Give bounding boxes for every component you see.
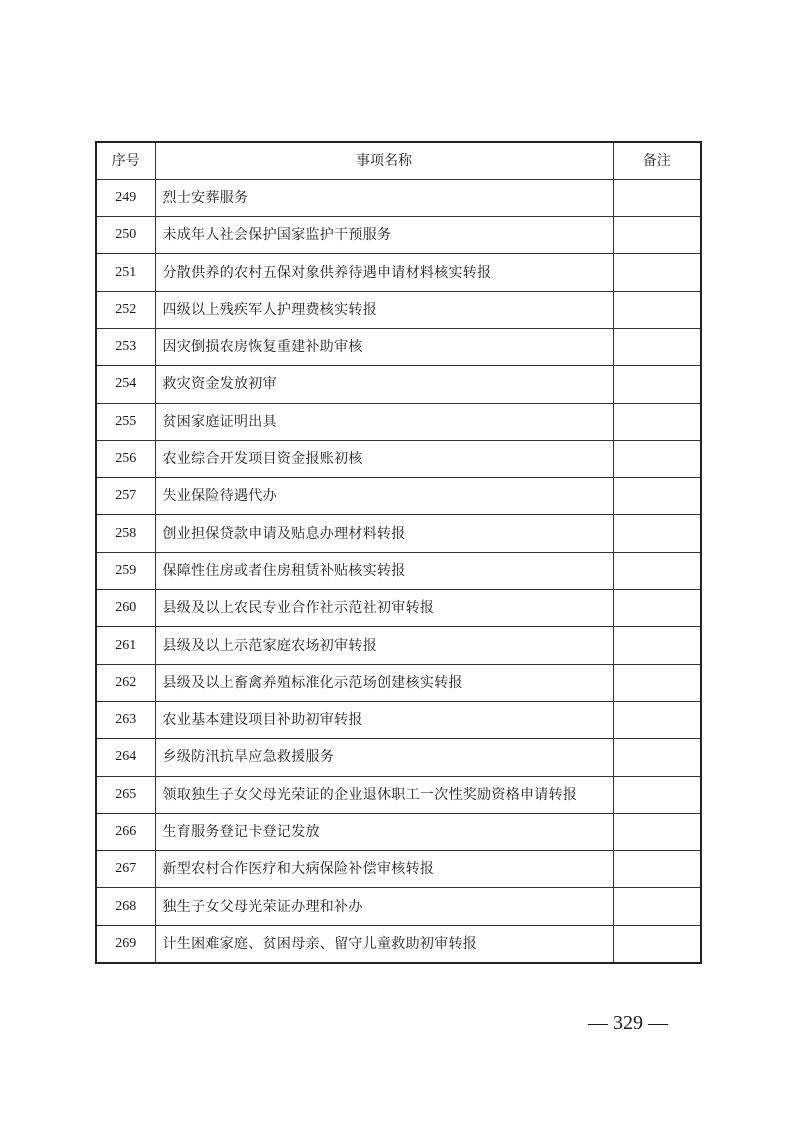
table-header-row <box>96 142 701 179</box>
row-item-name: 生育服务登记卡登记发放 <box>155 813 613 850</box>
row-number: 259 <box>96 552 155 589</box>
row-number: 266 <box>96 813 155 850</box>
table-row <box>96 776 701 813</box>
row-note <box>613 925 701 962</box>
row-number: 251 <box>96 254 155 291</box>
table-row <box>96 664 701 701</box>
table-row <box>96 366 701 403</box>
row-note <box>613 851 701 888</box>
row-number: 269 <box>96 925 155 962</box>
table-row <box>96 515 701 552</box>
row-item-name: 农业综合开发项目资金报账初核 <box>155 440 613 477</box>
row-note <box>613 515 701 552</box>
row-item-name: 领取独生子女父母光荣证的企业退休职工一次性奖励资格申请转报 <box>155 776 613 813</box>
header-name: 事项名称 <box>155 142 613 179</box>
row-note <box>613 590 701 627</box>
table-row <box>96 328 701 365</box>
items-table <box>95 141 702 964</box>
table-body <box>96 179 701 962</box>
table-row <box>96 217 701 254</box>
row-item-name: 救灾资金发放初审 <box>155 366 613 403</box>
table-row <box>96 590 701 627</box>
table-row <box>96 888 701 925</box>
row-note <box>613 366 701 403</box>
row-note <box>613 776 701 813</box>
table-row <box>96 179 701 216</box>
table-row <box>96 925 701 962</box>
row-item-name: 乡级防汛抗旱应急救援服务 <box>155 739 613 776</box>
row-number: 258 <box>96 515 155 552</box>
row-number: 253 <box>96 328 155 365</box>
header-number: 序号 <box>96 142 155 179</box>
row-number: 262 <box>96 664 155 701</box>
row-number: 255 <box>96 403 155 440</box>
table-row <box>96 254 701 291</box>
row-note <box>613 254 701 291</box>
row-item-name: 分散供养的农村五保对象供养待遇申请材料核实转报 <box>155 254 613 291</box>
row-item-name: 县级及以上畜禽养殖标准化示范场创建核实转报 <box>155 664 613 701</box>
row-number: 263 <box>96 701 155 738</box>
table-row <box>96 813 701 850</box>
row-note <box>613 552 701 589</box>
row-note <box>613 328 701 365</box>
table-row <box>96 403 701 440</box>
row-number: 268 <box>96 888 155 925</box>
row-item-name: 贫困家庭证明出具 <box>155 403 613 440</box>
row-note <box>613 888 701 925</box>
row-note <box>613 403 701 440</box>
table-row <box>96 552 701 589</box>
table-row <box>96 739 701 776</box>
row-item-name: 烈士安葬服务 <box>155 179 613 216</box>
row-item-name: 县级及以上农民专业合作社示范社初审转报 <box>155 590 613 627</box>
row-item-name: 四级以上残疾军人护理费核实转报 <box>155 291 613 328</box>
row-number: 254 <box>96 366 155 403</box>
row-item-name: 新型农村合作医疗和大病保险补偿审核转报 <box>155 851 613 888</box>
row-number: 264 <box>96 739 155 776</box>
row-note <box>613 627 701 664</box>
row-item-name: 独生子女父母光荣证办理和补办 <box>155 888 613 925</box>
row-item-name: 因灾倒损农房恢复重建补助审核 <box>155 328 613 365</box>
row-item-name: 创业担保贷款申请及贴息办理材料转报 <box>155 515 613 552</box>
row-item-name: 计生困难家庭、贫困母亲、留守儿童救助初审转报 <box>155 925 613 962</box>
row-number: 249 <box>96 179 155 216</box>
page-number: — 329 — <box>588 1012 668 1034</box>
row-note <box>613 440 701 477</box>
table-row <box>96 440 701 477</box>
header-note: 备注 <box>613 142 701 179</box>
table-row <box>96 478 701 515</box>
row-item-name: 未成年人社会保护国家监护干预服务 <box>155 217 613 254</box>
row-item-name: 县级及以上示范家庭农场初审转报 <box>155 627 613 664</box>
row-note <box>613 179 701 216</box>
row-number: 265 <box>96 776 155 813</box>
table-row <box>96 291 701 328</box>
row-number: 257 <box>96 478 155 515</box>
row-number: 250 <box>96 217 155 254</box>
row-number: 256 <box>96 440 155 477</box>
row-note <box>613 701 701 738</box>
row-number: 267 <box>96 851 155 888</box>
row-item-name: 失业保险待遇代办 <box>155 478 613 515</box>
row-number: 252 <box>96 291 155 328</box>
row-note <box>613 739 701 776</box>
row-note <box>613 478 701 515</box>
table-row <box>96 627 701 664</box>
row-item-name: 保障性住房或者住房租赁补贴核实转报 <box>155 552 613 589</box>
row-item-name: 农业基本建设项目补助初审转报 <box>155 701 613 738</box>
row-note <box>613 291 701 328</box>
row-note <box>613 664 701 701</box>
table-row <box>96 851 701 888</box>
row-number: 260 <box>96 590 155 627</box>
row-note <box>613 217 701 254</box>
table-row <box>96 701 701 738</box>
row-number: 261 <box>96 627 155 664</box>
row-note <box>613 813 701 850</box>
